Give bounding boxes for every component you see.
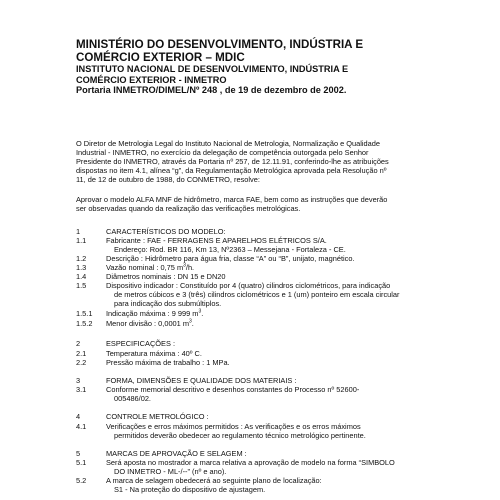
item-number: 4.1: [76, 422, 87, 431]
item-text: Será aposta no mostrador a marca relativa a aprovação de modelo na forma “SIMBOLO: [106, 458, 395, 467]
item-text: Conforme memorial descritivo e desenhos constantes do Processo nº 52600-: [106, 385, 360, 394]
approval-line: ser observadas quando da realização das verificações metrológicas.: [76, 203, 301, 213]
item-text: Menor divisão : 0,0001 m: [106, 319, 189, 328]
section-title: ESPECIFICAÇÕES :: [106, 339, 175, 348]
document-header: [76, 38, 476, 96]
item-text: de metros cúbicos e 3 (três) cilindros ciclométricos e 1 (um) ponteiro em escala circular: [114, 290, 400, 299]
superscript-3: 3: [183, 262, 186, 269]
item-text: A marca de selagem obedecerá ao seguinte plano de localização:: [106, 476, 322, 485]
intro-line: Industrial - INMETRO, no exercício da delegação de competência outorgada pelo Senhor: [76, 147, 369, 157]
item-number: 1.4: [76, 272, 87, 281]
item-unit: /h.: [185, 263, 195, 272]
item-number: 5.2: [76, 476, 87, 485]
section-number: 1: [76, 227, 81, 236]
item-number: 2.1: [76, 349, 87, 358]
ministry-title-line-2: COMÉRCIO EXTERIOR – MDIC: [76, 51, 245, 64]
intro-line: dispostas no item 4.1, alínea “g”, da Regulamentação Metrológica aprovada pela Resolução nº: [76, 165, 387, 175]
section-title: MARCAS DE APROVAÇÃO E SELAGEM :: [106, 449, 247, 458]
item-number: 5.1: [76, 458, 87, 467]
item-text: Fabricante : FAE - FERRAGENS E APARELHOS ELÉTRICOS S/A.: [106, 236, 327, 245]
item-text: Endereço: Rod. BR 116, Km 13, Nº2363 – Messejana - Fortaleza - CE.: [114, 245, 346, 254]
item-text: Dispositivo indicador : Constituído por 4 (quatro) cilindros ciclométricos, para indicação: [106, 281, 391, 290]
portaria-title: Portaria INMETRO/DIMEL/Nº 248 , de 19 de dezembro de 2002.: [76, 85, 347, 95]
item-number: 1.5: [76, 281, 87, 290]
item-number: 1.5.2: [76, 319, 93, 328]
item-text: S1 - Na proteção do dispositivo de ajustagem.: [114, 485, 266, 494]
intro-paragraph: [76, 140, 476, 185]
item-text: Vazão nominal : 0,75 m: [106, 263, 184, 272]
superscript-3: 3: [188, 318, 192, 325]
item-text: DO INMETRO - ML-/--” (nº e ano).: [114, 467, 227, 476]
item-text: 005486/02.: [114, 394, 151, 403]
section-title: CARACTERÍSTICOS DO MODELO:: [106, 227, 226, 236]
approval-line: Aprovar o modelo ALFA MNF de hidrômetro, marca FAE, bem como as instruções que deverão: [76, 195, 388, 204]
institute-title-line-1: INSTITUTO NACIONAL DE DESENVOLVIMENTO, INDÚSTRIA E: [76, 64, 349, 74]
institute-title-line-2: COMÉRCIO EXTERIOR - INMETRO: [76, 74, 227, 85]
intro-line: 11, de 12 de outubro de 1988, do CONMETRO, resolve:: [76, 174, 260, 184]
section-title: CONTROLE METROLÓGICO :: [106, 412, 209, 421]
item-text: para indicação dos submúltiplos.: [114, 299, 222, 308]
item-text: Descrição : Hidrômetro para água fria, classe “A” ou “B”, unijato, magnético.: [106, 254, 355, 263]
section-number: 5: [76, 449, 81, 458]
section-number: 4: [76, 412, 81, 421]
approval-paragraph: [76, 196, 476, 214]
superscript-3: 3: [198, 308, 202, 315]
item-number: 1.5.1: [76, 309, 93, 318]
item-number: 1.2: [76, 254, 87, 263]
section-title: FORMA, DIMENSÕES E QUALIDADE DOS MATERIAIS :: [106, 376, 297, 385]
item-text: Indicação máxima : 9 999 m: [106, 309, 199, 318]
item-text: Verificações e erros máximos permitidos : As verificações e os erros máximos: [106, 422, 361, 431]
item-number: 3.1: [76, 385, 87, 394]
item-text-wrap: Menor divisão : 0,0001 $m^3$.: [106, 318, 194, 328]
item-text: Pressão máxima de trabalho : 1 MPa.: [106, 358, 230, 367]
section-number: 2: [76, 339, 81, 348]
item-text: Diâmetros nominais : DN 15 e DN20: [106, 272, 226, 281]
item-text: Temperatura máxima : 40º C.: [106, 349, 202, 358]
item-number: 1.3: [76, 263, 87, 272]
ministry-title-line-1: MINISTÉRIO DO DESENVOLVIMENTO, INDÚSTRIA E: [76, 38, 364, 51]
item-text: permitidos deverão obedecer ao regulamento técnico metrológico pertinente.: [114, 431, 366, 440]
item-number: 1.1: [76, 236, 87, 245]
intro-line: O Diretor de Metrologia Legal do Instituto Nacional de Metrologia, Normalização e Qualidade: [76, 139, 381, 148]
item-text-wrap: Indicação máxima : 9 999 $m^3$.: [106, 308, 204, 318]
intro-line: Presidente do INMETRO, através da Portaria nº 257, de 12.11.91, conferindo-lhe as atribuições: [76, 156, 389, 166]
section-number: 3: [76, 376, 81, 385]
item-number: 2.2: [76, 358, 87, 367]
